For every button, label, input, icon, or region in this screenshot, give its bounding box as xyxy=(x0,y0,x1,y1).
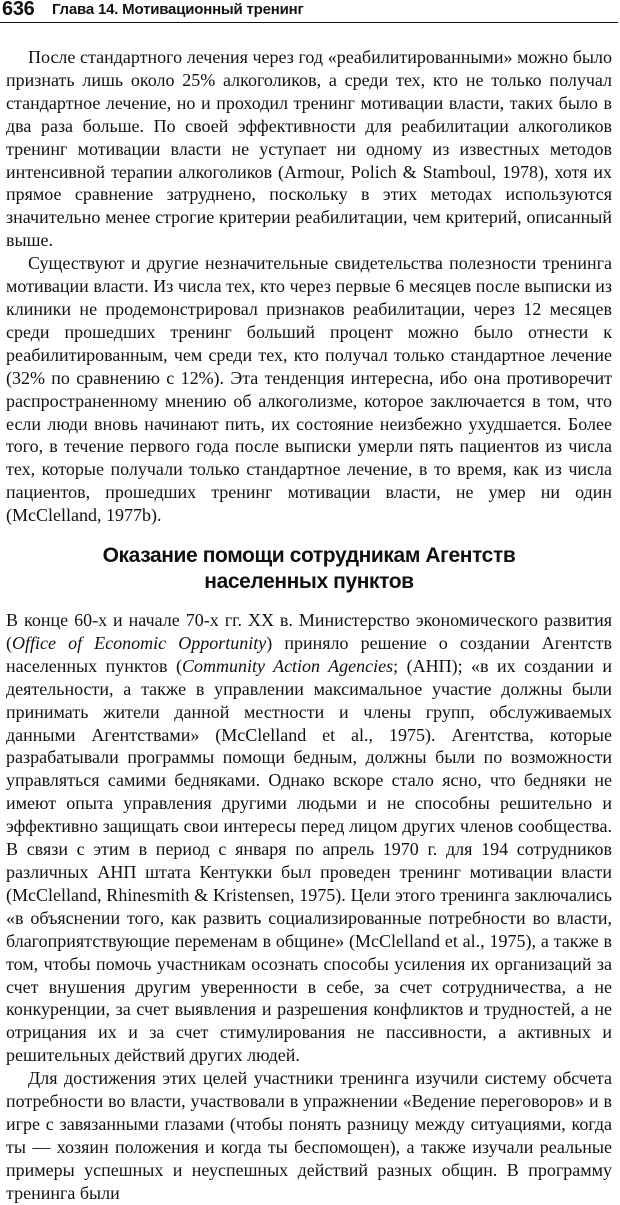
paragraph-text-part: ) приняло решение о создании Агентств населенных пунктов ( xyxy=(6,632,613,676)
paragraph-alcoholics-results: После стандартного лечения через год «реабилитированными» можно было признать лишь около 25% алкоголиков, а среди тех, кто не только получал стандартное лечение, но и проходил тренинг мотивации власти, таких было в два раза больше. По своей эффективности для реабилитации алкоголиков тренинг мотивации власти не уступает ни одному из известных методов интенсивной терапии алкоголиков (Armour, Polich & Stamboul, 1978), хотя их прямое сравнение затруднено, поскольку в этих методах используются значительно менее строгие критерии реабилитации, чем критерий, описанный выше. xyxy=(6,47,612,251)
section-heading-line-2: населенных пунктов xyxy=(204,570,414,594)
section-heading-line-1: Оказание помощи сотрудникам Агентств xyxy=(102,544,516,568)
body-text xyxy=(6,46,612,1205)
paragraph-community-agencies xyxy=(6,609,612,1067)
paragraph-text-part: ; (АНП); «в их создании и деятельности, а также в управлении максимальное участие должны были принимать жители данной местности и члены групп, обслуживаемых данными Агентствами» (McClelland et al., 1975). Агентства, которые разрабатывали программы помощи бедным, должны были по возможности управляться самими бедняками. Однако вскоре стало ясно, что бедняки не имеют опыта управления другими людьми и не способны решительно и эффективно защищать свои интересы перед лицом других членов сообщества. В связи с этим в период с января по апрель 1970 г. для 194 сотрудников различных АНП штата Кентукки был проведен тренинг мотивации власти (McClelland, Rhinesmith & Kristensen, 1975). Цели этого тренинга заключались «в объяснении того, как развить социализированные потребности во власти, благоприятствующие переменам в общине» (McClelland et al., 1975), а также в том, чтобы помочь участникам осознать способы усиления их организаций за счет внушения другим уверенности в себе, за счет сотрудничества, а не конкуренции, за счет выявления и разрешения конфликтов и трудностей, а не отрицания их и за счет стимулирования не пассивности, а активных и решительных действий других людей. xyxy=(6,655,612,1066)
page-number: 636 xyxy=(2,0,35,20)
running-head xyxy=(0,0,618,23)
chapter-title: Глава 14. Мотивационный тренинг xyxy=(52,1,304,18)
italic-term-agencies: Community Action Agencies xyxy=(181,655,394,676)
paragraph-additional-evidence: Существуют и другие незначительные свидетельства полезности тренинга мотивации власти. Из числа тех, кто через первые 6 месяцев после выписки из клиники не продемонстрировал признаков реабилитации, через 12 месяцев среди прошедших тренинг больший процент можно было отнести к реабилитированным, чем среди тех, кто получал только стандартное лечение (32% по сравнению с 12%). Эта тенденция интересна, ибо она противоречит распространенному мнению об алкоголизме, которое заключается в том, что если люди вновь начинают пить, их состояние неизбежно ухудшается. Более того, в течение первого года после выписки умерли пять пациентов из числа тех, которые получали только стандартное лечение, в то время, как из числа пациентов, прошедших тренинг мотивации власти, не умер ни один (McClelland, 1977b). xyxy=(6,253,612,526)
section-heading xyxy=(6,543,612,595)
paragraph-text-part: В конце 60-х и начале 70-х гг. XX в. Министерство экономического развития ( xyxy=(6,610,612,653)
paragraph-training-goals: Для достижения этих целей участники тренинга изучили систему обсчета потребности во власти, участвовали в упражнении «Ведение переговоров» и в игре с завязанными глазами (чтобы понять разницу между ситуациями, когда ты — хозяин положения и когда ты беспомощен), а также изучали реальные примеры успешных и неуспешных действий разных общин. В программу тренинга были xyxy=(6,1068,612,1203)
italic-term-office: Office of Economic Opportunity xyxy=(12,632,267,653)
